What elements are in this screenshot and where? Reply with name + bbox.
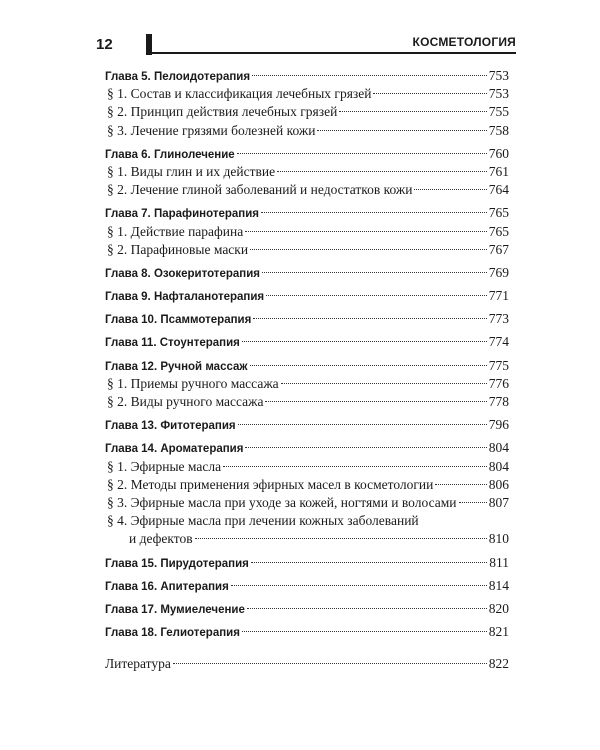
dot-leader [247,608,487,609]
dot-leader [237,153,487,154]
dot-leader [339,111,486,112]
toc-page-number: 765 [488,205,509,221]
toc-section-entry [105,375,509,393]
toc-section-entry [105,494,509,512]
dot-leader [245,447,486,448]
toc-entry-label: Глава 8. Озокеритотерапия [105,267,260,280]
toc-page-number: 804 [488,458,509,474]
toc-entry-label: § 1. Состав и классификация лечебных грязей [107,86,372,102]
dot-leader [242,631,487,632]
toc-entry-label-continued: и дефектов [129,531,193,547]
toc-entry-label: Глава 16. Апитерапия [105,580,229,593]
toc-section-entry [105,181,509,199]
toc-section-entry [105,122,509,140]
dot-leader [459,502,487,503]
toc-entry-label: § 2. Виды ручного массажа [107,394,264,409]
toc-chapter-entry [105,310,509,328]
toc-entry-label: § 1. Приемы ручного массажа [107,375,279,391]
toc-entry-label: Глава 12. Ручной массаж [105,360,248,373]
toc-entry-label: § 2. Парафиновые маски [107,241,249,257]
toc-page-number: 774 [488,334,509,350]
dot-leader [195,538,487,539]
toc-page-number: 767 [488,241,509,257]
dot-leader [253,318,486,319]
toc-entry-continuation [107,530,509,548]
dot-leader [373,93,486,94]
toc-section-entry [105,458,509,476]
toc-page-number: 820 [488,600,509,616]
toc-page-number: 810 [488,531,509,547]
toc-entry-label: § 3. Эфирные масла при уходе за кожей, ногтями и волосами [107,494,457,510]
toc-entry-label: § 2. Лечение глиной заболеваний и недостатков кожи [107,182,413,198]
toc-page-number: 773 [488,311,509,327]
dot-leader [261,212,487,213]
toc-entry-label: § 1. Действие парафина [107,223,244,239]
toc-section-entry [105,103,509,121]
dot-leader [277,171,487,172]
dot-leader [266,295,487,296]
toc-page-number: 814 [488,577,509,593]
running-title: КОСМЕТОЛОГИЯ [412,35,516,49]
toc-chapter-entry [105,204,509,222]
toc-page-number: 758 [488,122,509,138]
dot-leader [231,585,487,586]
toc-entry-label: Глава 5. Пелоидотерапия [105,71,251,83]
dot-leader [242,341,487,342]
toc-chapter-entry [105,357,509,375]
toc-chapter-entry [105,577,509,595]
toc-chapter-entry [105,333,509,351]
toc-page-number: 776 [488,375,509,391]
toc-section-entry [105,476,509,494]
toc-bibliography-entry [105,655,509,673]
dot-leader [435,484,486,485]
toc-chapter-entry [105,145,509,163]
dot-leader [414,189,486,190]
header-rule [152,52,516,54]
toc-entry-label: Глава 9. Нафталанотерапия [105,291,265,304]
dot-leader [238,424,487,425]
toc-page-number: 811 [489,554,509,570]
dot-leader [252,75,487,76]
toc-entry-label: Глава 6. Глинолечение [105,148,235,161]
dot-leader [250,365,487,366]
dot-leader [245,231,487,232]
dot-leader [223,466,487,467]
toc-entry-label: Глава 7. Парафинотерапия [105,208,260,221]
toc-page-number: 807 [488,494,509,510]
toc-section-entry [105,223,509,241]
dot-leader [281,383,487,384]
toc-section-entry [105,241,509,259]
page-header [96,34,516,56]
toc-page-number: 755 [488,104,509,120]
toc-page-number: 760 [488,145,509,161]
toc-chapter-entry [105,67,509,85]
page-number: 12 [96,36,113,53]
toc-page-number: 806 [488,476,509,492]
toc-section-entry [105,163,509,181]
toc-entry-label: Глава 18. Гелиотерапия [105,627,240,640]
dot-leader [265,401,486,402]
toc-page-number: 764 [488,182,509,198]
toc-page-number: 775 [488,357,509,373]
toc-page-number: 765 [488,223,509,239]
toc-chapter-entry [105,623,509,641]
toc-page-number: 769 [488,264,509,280]
dot-leader [173,663,487,664]
toc-entry-label: Глава 13. Фитотерапия [105,420,236,433]
toc-entry-label: § 1. Виды глин и их действие [107,163,276,179]
toc-chapter-entry [105,600,509,618]
toc-page-number: 796 [488,417,509,433]
toc-chapter-entry [105,287,509,305]
toc-chapter-entry [105,554,509,572]
dot-leader [251,562,487,563]
toc-entry-label: Литература [105,656,171,672]
toc-entry-label: Глава 11. Стоунтерапия [105,337,240,350]
toc-entry-label: Глава 17. Мумиелечение [105,603,245,616]
toc-section-entry [105,512,509,548]
toc-entry-label: Глава 10. Псаммотерапия [105,314,252,327]
toc-entry-label: § 2. Принцип действия лечебных грязей [107,104,338,120]
dot-leader [250,249,487,250]
toc-section-entry [105,85,509,103]
toc-page-number: 822 [488,656,509,672]
toc-entry-label: § 3. Лечение грязями болезней кожи [107,122,316,138]
toc-page-number: 771 [488,288,509,304]
dot-leader [317,130,486,131]
table-of-contents [105,67,509,673]
toc-section-entry [105,393,509,411]
toc-page-number: 821 [488,624,509,640]
toc-chapter-entry [105,439,509,457]
dot-leader [262,272,487,273]
toc-entry-label: Глава 15. Пирудотерапия [105,557,249,570]
toc-page-number: 753 [488,68,509,83]
toc-entry-label: § 1. Эфирные масла [107,458,222,474]
toc-entry-label: § 4. Эфирные масла при лечении кожных заболеваний [107,513,419,529]
toc-chapter-entry [105,264,509,282]
toc-entry-label: Глава 14. Ароматерапия [105,443,244,456]
toc-page-number: 804 [488,440,509,456]
toc-page-number: 778 [488,394,509,409]
toc-entry-label: § 2. Методы применения эфирных масел в косметологии [107,476,434,492]
toc-chapter-entry [105,416,509,434]
toc-page-number: 761 [488,163,509,179]
toc-page-number: 753 [488,86,509,102]
